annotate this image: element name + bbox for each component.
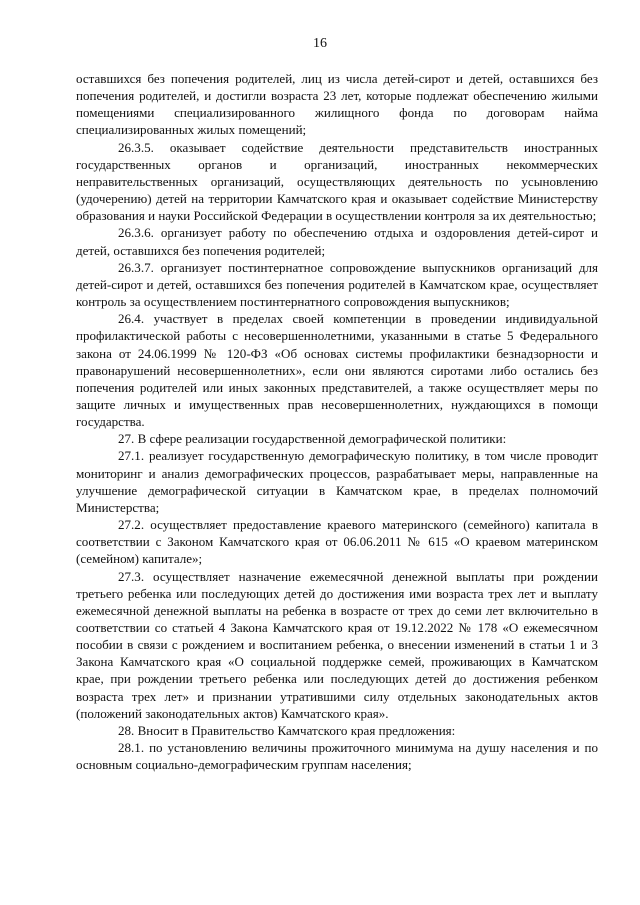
paragraph-26-3-6: 26.3.6. организует работу по обеспечению отдыха и оздоровления детей-сирот и детей, оставшихся без попечения родителей; xyxy=(76,225,598,258)
document-body xyxy=(76,70,598,773)
paragraph-27-1: 27.1. реализует государственную демографическую политику, в том числе проводит мониторинг и анализ демографических процессов, разрабатывает меры, направленные на улучшение демографической ситуации в Камчатском крае, в пределах полномочий Министерства; xyxy=(76,448,598,515)
paragraph-continuation: оставшихся без попечения родителей, лиц из числа детей-сирот и детей, оставшихся без попечения родителей, и достигли возраста 23 лет, которые подлежат обеспечению жилыми помещениями специализированного жилищного фонда по договорам найма специализированных жилых помещений; xyxy=(76,71,598,138)
paragraph-26-3-7: 26.3.7. организует постинтернатное сопровождение выпускников организаций для детей-сирот и детей, оставшихся без попечения родителей в Камчатском крае, осуществляет контроль за осуществлением постинтернатного сопровождения выпускников; xyxy=(76,259,598,310)
paragraph-27: 27. В сфере реализации государственной демографической политики: xyxy=(118,431,507,447)
paragraph-27-3: 27.3. осуществляет назначение ежемесячной денежной выплаты при рождении третьего ребенка или последующих детей до достижения ими возраста трех лет и выплату ежемесячной денежной выплаты на ребенка в возрасте от трех до семи лет включительно в соответствии со статьей 4 Закона Камчатского края от 19.12.2022 № 178 «О ежемесячном пособии в связи с рождением и воспитанием ребенка, о внесении изменений в статьи 1 и 3 Закона Камчатского края «О социальной поддержке семей, проживающих в Камчатском крае, при рождении третьего ребенка или последующих детей до достижения ребенком возраста трех лет» и признании утратившими силу отдельных законодательных актов (положений законодательных актов) Камчатского края». xyxy=(76,568,598,721)
paragraph-27-2: 27.2. осуществляет предоставление краевого материнского (семейного) капитала в соответствии с Законом Камчатского края от 06.06.2011 № 615 «О краевом материнском (семейном) капитале»; xyxy=(76,517,598,567)
page-number: 16 xyxy=(313,36,327,51)
paragraph-26-4: 26.4. участвует в пределах своей компетенции в проведении индивидуальной профилактической работы с несовершеннолетними, указанными в статье 5 Федерального закона от 24.06.1999 № 120-ФЗ «Об основах системы профилактики безнадзорности и правонарушений несовершеннолетних», если они являются сиротами либо остались без попечения родителей или иных законных представителей, а также осуществляет меры по защите личных и имущественных прав несовершеннолетних, нуждающихся в помощи государства. xyxy=(76,311,598,430)
paragraph-28: 28. Вносит в Правительство Камчатского края предложения: xyxy=(118,722,456,738)
paragraph-26-3-5: 26.3.5. оказывает содействие деятельности представительств иностранных государственных органов и организаций, иностранных некоммерческих неправительственных организаций, осуществляющих деятельность по усыновлению (удочерению) детей на территории Камчатского края и оказывает содействие Министерству образования и науки Российской Федерации в осуществлении контроля за их деятельностью; xyxy=(76,139,598,224)
paragraph-28-1: 28.1. по установлению величины прожиточного минимума на душу населения и по основным социально-демографическим группам населения; xyxy=(76,740,598,773)
